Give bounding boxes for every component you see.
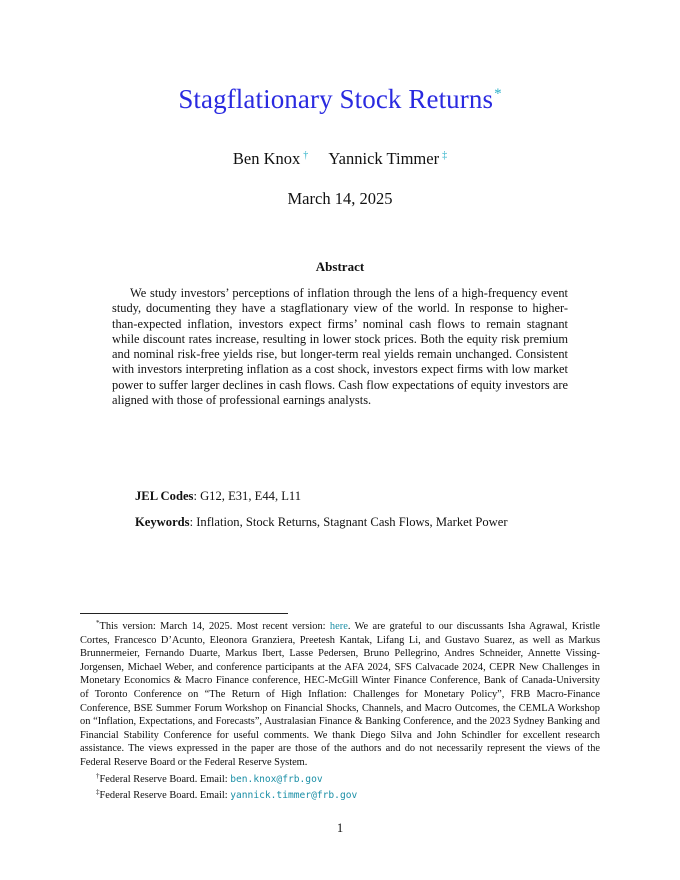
author-timmer: [328, 149, 447, 168]
keywords-value: : Inflation, Stock Returns, Stagnant Cash Flows, Market Power: [189, 515, 508, 529]
abstract-text: We study investors’ perceptions of inflation through the lens of a high-frequency event study, documenting they have a stagflationary view of the world. In response to higher-than-expected inflation, investors expect firms’ nominal cash flows to remain stagnant while discount rates increase, resulting in lower stock prices. Both the equity risk premium and nominal risk-free yields rise, but longer-term real yields remain unchanged. Consistent with investors interpreting inflation as a cost shock, investors expect firms with low market power to suffer larger declines in cash flows. Cash flow expectations of equity investors are aligned with those of professional earnings analysts.: [112, 286, 568, 408]
keywords-label: Keywords: [135, 515, 190, 529]
email-link-knox[interactable]: ben.knox@frb.gov: [230, 773, 323, 785]
author-footnote-mark[interactable]: †: [303, 150, 309, 161]
footnote-affiliation: Federal Reserve Board. Email:: [99, 773, 231, 785]
page-number: 1: [336, 821, 344, 835]
footnote-acknowledgements: [80, 617, 600, 770]
author-name: Ben Knox: [232, 149, 301, 168]
footnote-mark: *: [96, 619, 100, 627]
paper-title: [0, 84, 680, 115]
jel-codes: [135, 489, 301, 504]
author-list: [0, 149, 680, 169]
author-name: Yannick Timmer: [328, 149, 440, 168]
author-footnote-mark[interactable]: ‡: [442, 150, 448, 161]
footnote-text-rest: . We are grateful to our discussants Isha Agrawal, Kristle Cortes, Francesco D’Acunto, Eleonora Granziera, Preetesh Kantak, Lifang Li, and Gustavo Suarez, as well as Markus Brunnermeier, Fernando Duarte, Markus Ibert, Lasse Pedersen, Bruno Pellegrino, Andres Schneider, Annette Vissing-Jorgensen, Michael Weber, and conference participants at the AFA 2024, SFS Calvacade 2024, CEPR New Challenges in Monetary Economics & Macro Finance conference, HEC-McGill Winter Finance Conference, Bank of Canada-University of Toronto Conference on “The Return of High Inflation: Challenges for Monetary Policy”, FRB Macro-Finance Conference, BSE Summer Forum Workshop on Financial Shocks, Channels, and Macro Outcomes, the CEMLA Workshop on “Inflation, Expectations, and Forecasts”, Australasian Finance & Banking Conference, and the 2023 Sydney Banking and Financial Stability Conference for useful comments. We thank Diego Silva and John Schindler for excellent research assistance. The views expressed in the paper are those of the authors and do not necessarily represent the views of the Federal Reserve Board or the Federal Reserve System.: [80, 621, 600, 768]
abstract-heading: Abstract: [315, 259, 365, 274]
footnote-divider: [80, 613, 288, 614]
recent-version-link[interactable]: here: [329, 621, 348, 632]
keywords: [135, 515, 508, 530]
title-footnote-mark[interactable]: *: [494, 86, 502, 102]
paper-title-text: Stagflationary Stock Returns: [178, 84, 494, 114]
footnote-mark: †: [96, 771, 100, 780]
footnotes: [80, 617, 600, 803]
paper-date: March 14, 2025: [287, 189, 393, 208]
footnote-affiliation: Federal Reserve Board. Email:: [99, 790, 231, 802]
email-link-timmer[interactable]: yannick.timmer@frb.gov: [230, 790, 358, 802]
footnote-timmer: [80, 786, 600, 803]
footnote-knox: [80, 770, 600, 787]
footnote-mark: ‡: [96, 788, 100, 797]
jel-label: JEL Codes: [135, 489, 194, 503]
author-knox: [233, 149, 308, 168]
jel-value: : G12, E31, E44, L11: [193, 489, 302, 503]
footnote-text-start: This version: March 14, 2025. Most recent version:: [99, 621, 330, 632]
